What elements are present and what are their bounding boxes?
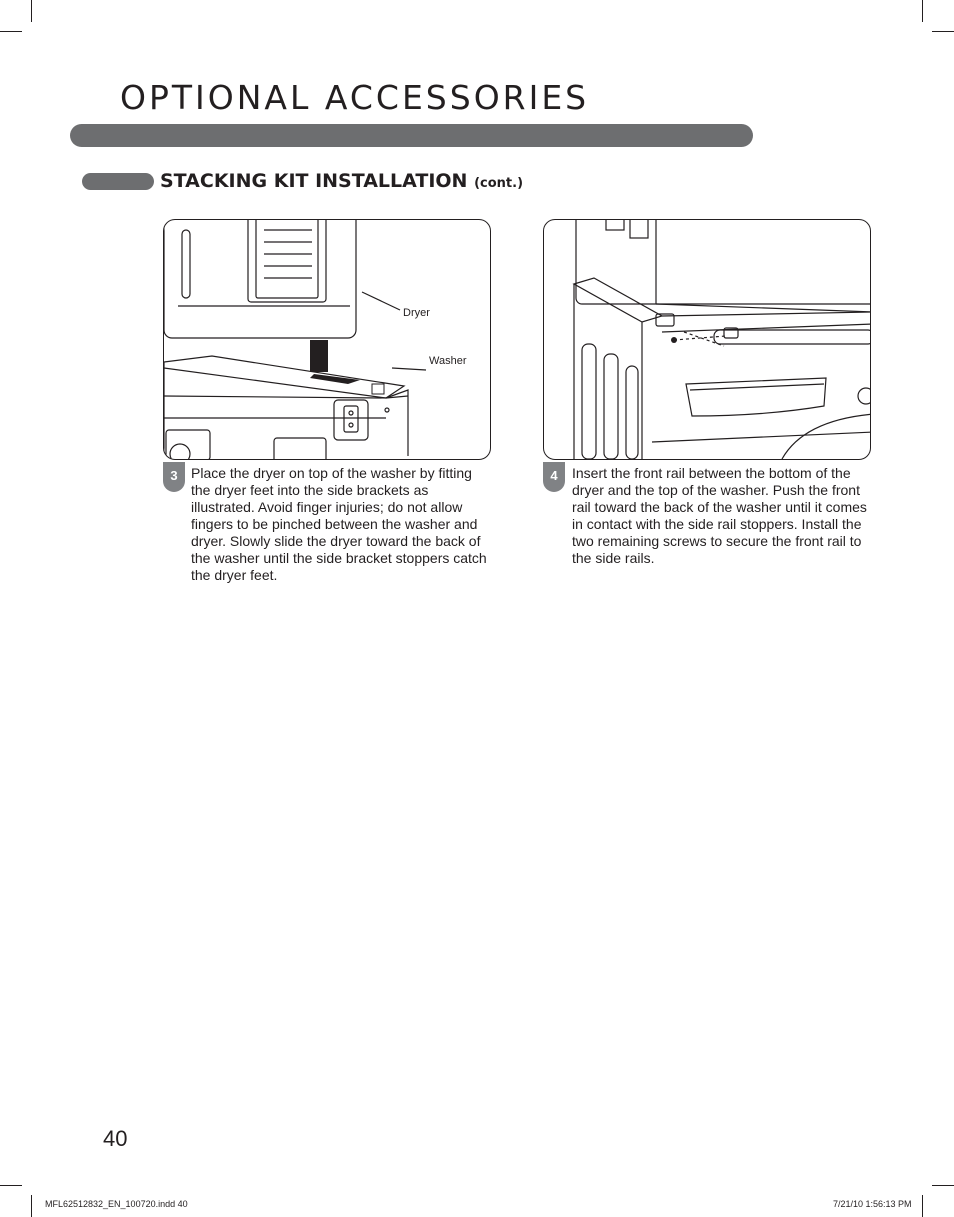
crop-mark-top-left-h bbox=[0, 31, 22, 32]
step-4-badge: 4 bbox=[543, 462, 565, 492]
step-4-text: Insert the front rail between the bottom of the dryer and the top of the washer. Push the front rail toward the back of the washer until it comes in contact with the side rail stoppers. Install the two remaining screws to secure the front rail to the side rails. bbox=[572, 465, 867, 566]
crop-mark-bottom-right-h bbox=[932, 1185, 954, 1186]
front-rail-drawing bbox=[544, 220, 870, 459]
crop-mark-bottom-right-v bbox=[922, 1195, 923, 1217]
washer-label: Washer bbox=[429, 355, 467, 367]
crop-mark-bottom-left-v bbox=[31, 1195, 32, 1217]
section-heading-suffix: (cont.) bbox=[474, 176, 524, 191]
footer-file: MFL62512832_EN_100720.indd 40 bbox=[45, 1199, 188, 1209]
footer-timestamp: 7/21/10 1:56:13 PM bbox=[833, 1199, 912, 1209]
dryer-label: Dryer bbox=[403, 307, 430, 319]
section-heading bbox=[160, 170, 523, 192]
crop-mark-top-right-v bbox=[922, 0, 923, 22]
step-3-illustration bbox=[163, 219, 491, 460]
step-3-text: Place the dryer on top of the washer by fitting the dryer feet into the side brackets as illustrated. Avoid finger injuries; do not allow fingers to be pinched between the washer and dryer. Slowly slide the dryer toward the back of the washer until the side bracket stoppers catch the dryer feet. bbox=[191, 465, 487, 583]
step-3-badge: 3 bbox=[163, 462, 185, 492]
crop-mark-top-right-h bbox=[932, 31, 954, 32]
section-pill bbox=[82, 173, 154, 190]
section-heading-text: STACKING KIT INSTALLATION bbox=[160, 170, 468, 192]
crop-mark-bottom-left-h bbox=[0, 1185, 22, 1186]
crop-mark-top-left-v bbox=[31, 0, 32, 22]
dryer-on-washer-drawing bbox=[164, 220, 490, 459]
step-4-illustration bbox=[543, 219, 871, 460]
page-number: 40 bbox=[103, 1126, 128, 1151]
page-title: OPTIONAL ACCESSORIES bbox=[120, 78, 590, 117]
title-bar bbox=[70, 124, 753, 147]
